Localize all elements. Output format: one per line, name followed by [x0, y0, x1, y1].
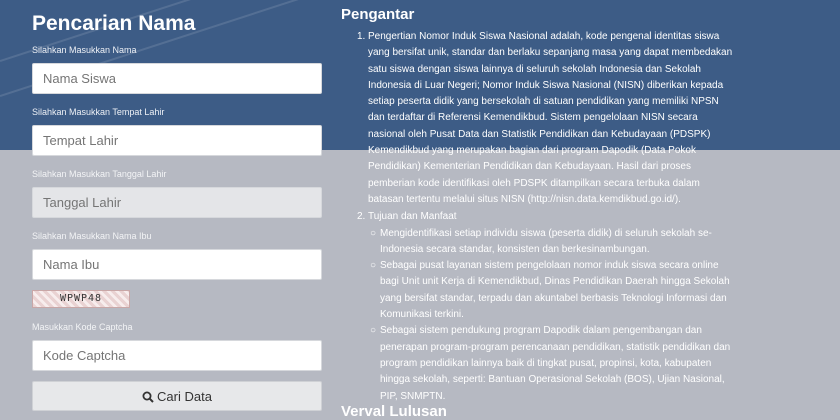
list-number: 1. [357, 31, 366, 42]
student-name-input[interactable] [32, 63, 322, 94]
birthdate-label: Silahkan Masukkan Tanggal Lahir [32, 169, 167, 179]
birthdate-input[interactable] [32, 187, 322, 218]
sub-list-text: Mengidentifikasi setiap individu siswa (peserta didik) di seluruh sekolah se-Indonesia secara standar, konsisten dan berkesinambungan. [380, 227, 712, 255]
name-label: Silahkan Masukkan Nama [32, 45, 137, 55]
intro-list [341, 29, 736, 405]
list-item [341, 209, 736, 405]
mother-name-input[interactable] [32, 249, 322, 280]
search-icon [142, 391, 154, 403]
bullet-icon: ○ [370, 227, 377, 239]
sub-list-item [370, 323, 736, 404]
birthplace-input[interactable] [32, 125, 322, 156]
sub-list-text: Sebagai sistem pendukung program Dapodik dalam pengembangan dan penerapan program-program perencanaan pendidikan, statistik pendidikan dan program pendidikan lainnya baik di tingkat pusat, propinsi, kota, kabupaten hingga sekolah, seperti: Bantuan Operasional Sekolah (BOS), Ujian Nasional, PIP, SNMPTN. [380, 325, 731, 402]
form-title: Pencarian Nama [32, 12, 196, 35]
mother-name-label: Silahkan Masukkan Nama Ibu [32, 231, 152, 241]
sub-list-item [370, 226, 736, 259]
list-item-text: Tujuan dan Manfaat [368, 211, 457, 223]
sub-list-text: Sebagai pusat layanan sistem pengelolaan nomor induk siswa secara online bagi Unit unit Kerja di Kemendikbud, Dinas Pendidikan Daerah hingga Sekolah yang bersifat standar, terpadu dan akuntabel berbasis Teknologi Informasi dan Komunikasi terkini. [380, 260, 730, 321]
search-button-label: Cari Data [157, 389, 212, 404]
birthplace-label: Silahkan Masukkan Tempat Lahir [32, 107, 165, 117]
search-button[interactable] [32, 381, 322, 411]
list-number: 2. [357, 211, 366, 223]
verval-heading: Verval Lulusan [341, 403, 447, 420]
list-item-text: Pengertian Nomor Induk Siswa Nasional adalah, kode pengenal identitas siswa yang bersifat unik, standar dan berlaku sepanjang masa yang dapat membedakan satu siswa dengan siswa lainnya di seluruh sekolah Indonesia dan Sekolah Indonesia di Luar Negeri; Nomor Induk Siswa Nasional (NISN) diberikan kepada setiap peserta didik yang bersekolah di satuan pendidikan yang memiliki NPSN dan terdaftar di Referensi Kemendikbud. Sistem pengelolaan NISN secara nasional oleh Pusat Data dan Statistik Pendidikan dan Kebudayaan (PDSPK) Kemendikbud yang merupakan bagian dari program Dapodik (Data Pokok Pendidikan) Kementerian Pendidikan dan Kebudayaan. Hasil dari proses pemberian kode identifikasi oleh PDSPK ditampilkan secara terbuka dalam batasan tertentu melalui situs NISN (http://nisn.data.kemdikbud.go.id/). [368, 31, 733, 205]
intro-heading: Pengantar [341, 6, 415, 23]
list-item [341, 29, 736, 208]
bullet-icon: ○ [370, 325, 377, 337]
captcha-label: Masukkan Kode Captcha [32, 322, 133, 332]
captcha-image: WPWP48 [32, 290, 130, 308]
captcha-input[interactable] [32, 340, 322, 371]
sub-list-item [370, 258, 736, 323]
bullet-icon: ○ [370, 260, 377, 272]
